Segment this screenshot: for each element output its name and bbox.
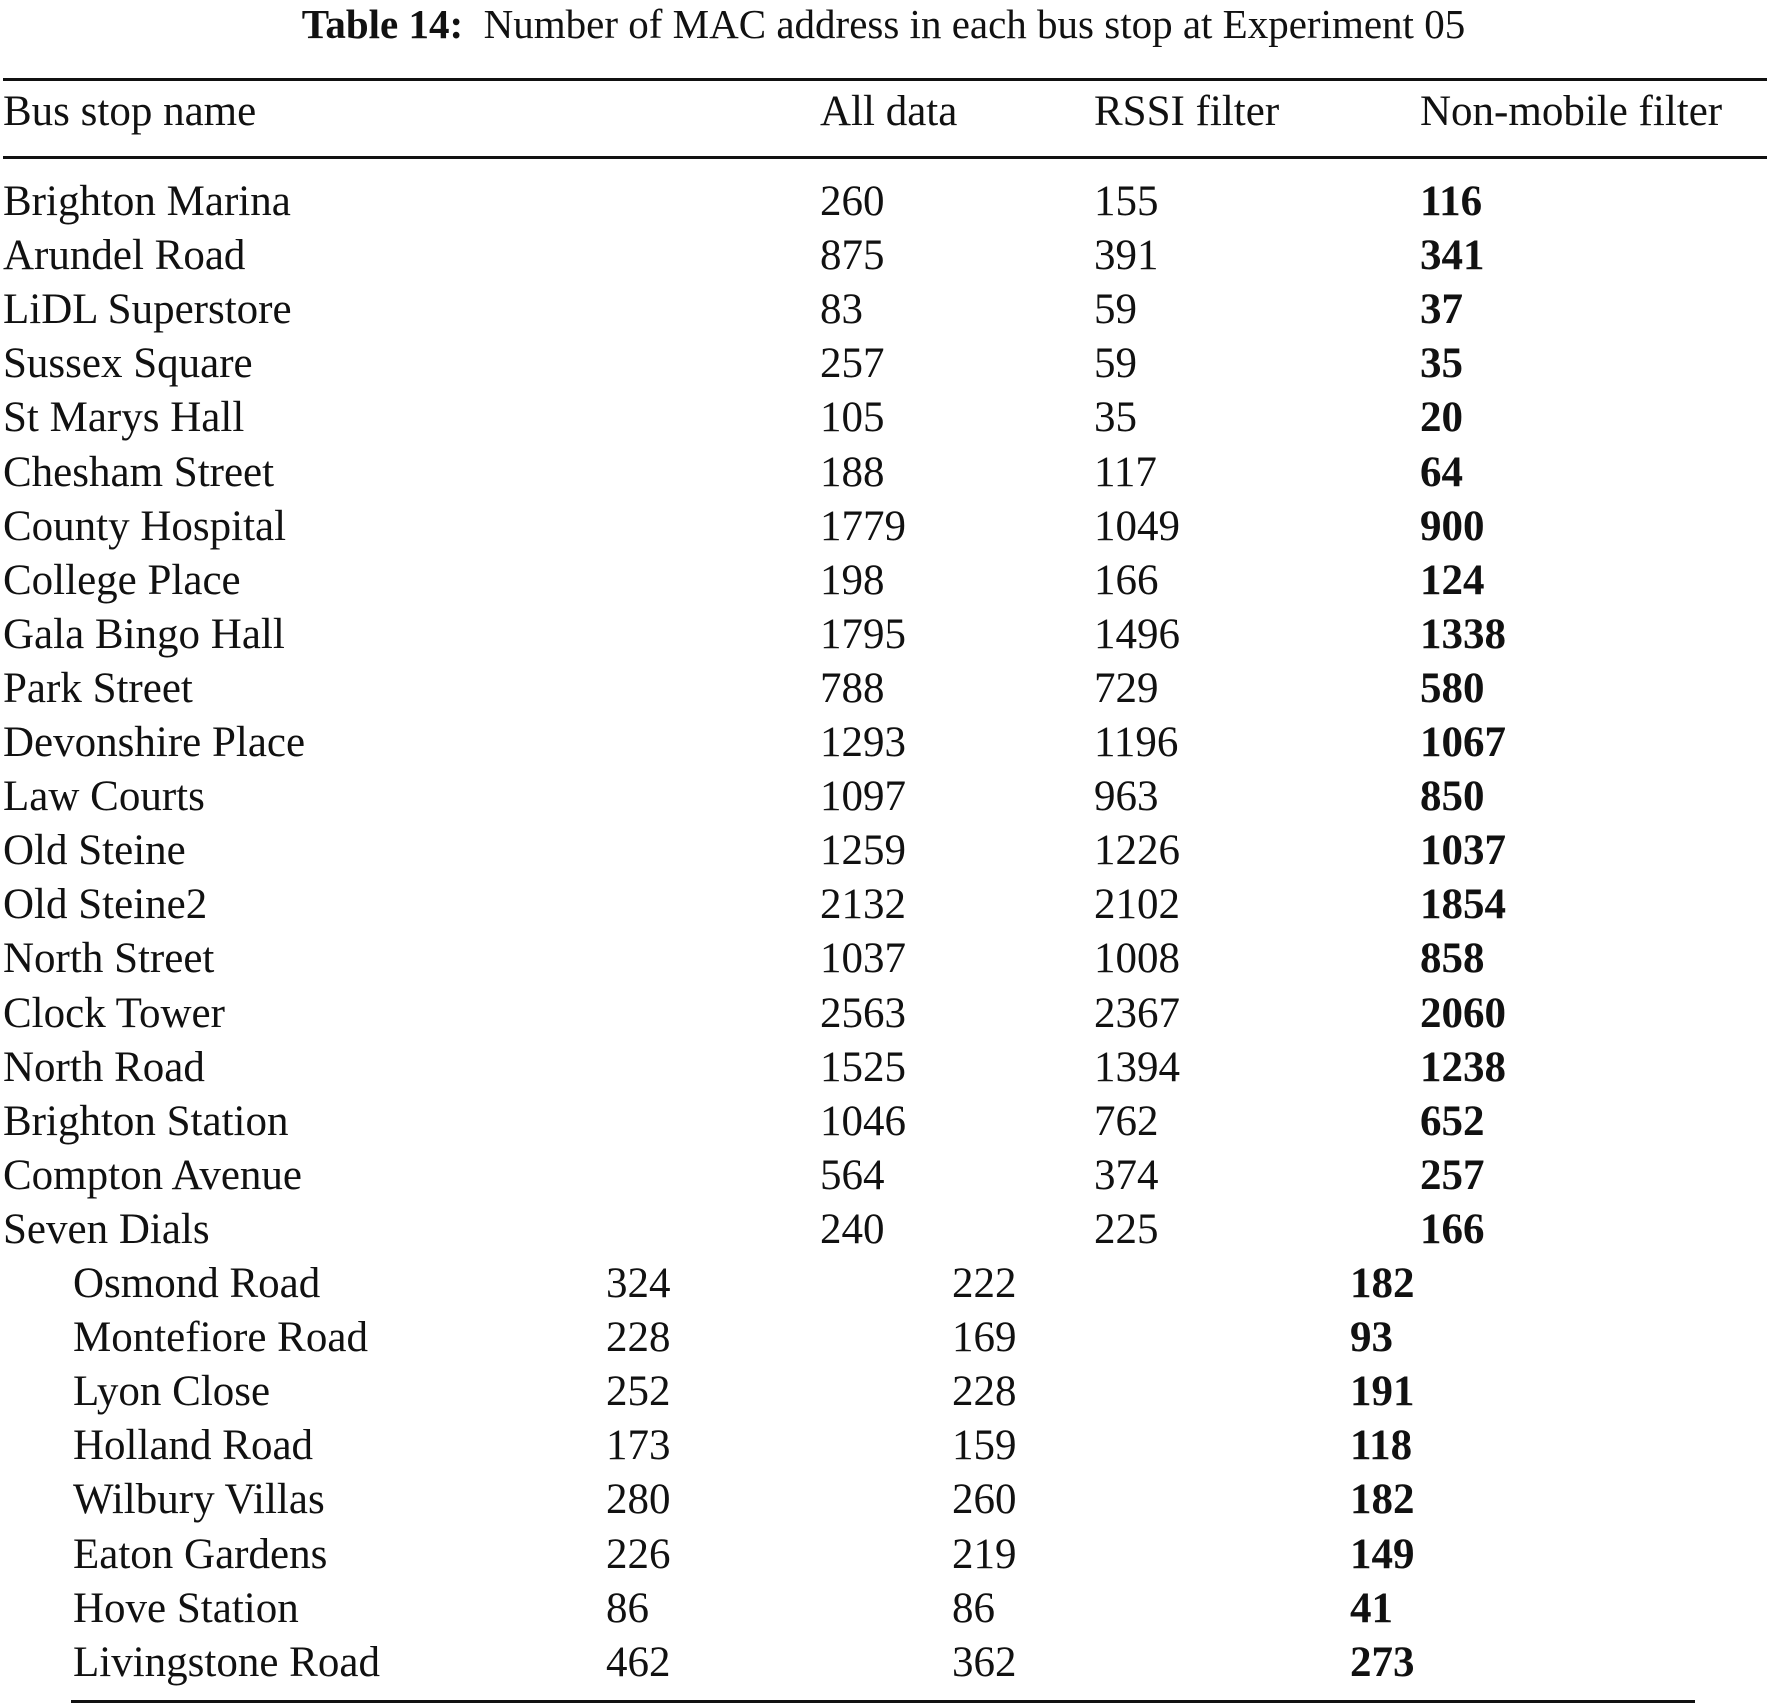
header-non-mobile-filter: Non-mobile filter <box>1420 88 1723 135</box>
cell-rssi-filter: 35 <box>1094 394 1137 442</box>
cell-stop-name: Lyon Close <box>73 1368 271 1416</box>
cell-non-mobile-filter: 20 <box>1420 394 1463 442</box>
cell-stop-name: County Hospital <box>3 502 287 550</box>
cell-non-mobile-filter: 124 <box>1420 556 1485 604</box>
cell-stop-name: Old Steine <box>3 827 186 875</box>
cell-non-mobile-filter: 1338 <box>1420 610 1506 658</box>
cell-stop-name: Sussex Square <box>3 340 253 388</box>
cell-all-data: 1097 <box>820 773 906 821</box>
cell-non-mobile-filter: 166 <box>1420 1205 1485 1253</box>
cell-stop-name: North Road <box>3 1043 205 1091</box>
cell-all-data: 1037 <box>820 935 906 983</box>
cell-non-mobile-filter: 1854 <box>1420 881 1506 929</box>
cell-stop-name: College Place <box>3 556 241 604</box>
cell-non-mobile-filter: 858 <box>1420 935 1485 983</box>
cell-rssi-filter: 228 <box>952 1368 1017 1416</box>
cell-stop-name: Law Courts <box>3 773 205 821</box>
cell-all-data: 280 <box>606 1476 671 1524</box>
header-all-data: All data <box>820 88 958 135</box>
cell-rssi-filter: 1008 <box>1094 935 1180 983</box>
header-bus-stop-name: Bus stop name <box>3 88 257 135</box>
cell-non-mobile-filter: 182 <box>1350 1476 1415 1524</box>
cell-rssi-filter: 1496 <box>1094 610 1180 658</box>
cell-rssi-filter: 219 <box>952 1530 1017 1578</box>
cell-all-data: 228 <box>606 1314 671 1362</box>
cell-all-data: 1795 <box>820 610 906 658</box>
cell-rssi-filter: 169 <box>952 1314 1017 1362</box>
cell-non-mobile-filter: 652 <box>1420 1097 1485 1145</box>
cell-rssi-filter: 59 <box>1094 286 1137 334</box>
cell-rssi-filter: 1049 <box>1094 502 1180 550</box>
cell-all-data: 1046 <box>820 1097 906 1145</box>
cell-rssi-filter: 86 <box>952 1584 995 1632</box>
cell-stop-name: Eaton Gardens <box>73 1530 328 1578</box>
cell-rssi-filter: 2367 <box>1094 989 1180 1037</box>
cell-stop-name: Clock Tower <box>3 989 225 1037</box>
cell-stop-name: Montefiore Road <box>73 1314 368 1362</box>
cell-all-data: 875 <box>820 232 885 280</box>
cell-non-mobile-filter: 257 <box>1420 1151 1485 1199</box>
cell-rssi-filter: 1196 <box>1094 719 1179 766</box>
cell-rssi-filter: 963 <box>1094 773 1159 821</box>
cell-all-data: 240 <box>820 1205 885 1253</box>
cell-rssi-filter: 729 <box>1094 664 1159 712</box>
cell-stop-name: Devonshire Place <box>3 719 306 766</box>
cell-all-data: 252 <box>606 1368 671 1416</box>
cell-stop-name: North Street <box>3 935 215 983</box>
cell-rssi-filter: 117 <box>1094 448 1157 496</box>
cell-rssi-filter: 225 <box>1094 1205 1159 1253</box>
cell-stop-name: Gala Bingo Hall <box>3 610 285 658</box>
cell-non-mobile-filter: 182 <box>1350 1260 1415 1307</box>
table-caption <box>0 1 1767 47</box>
cell-non-mobile-filter: 341 <box>1420 232 1485 280</box>
cell-stop-name: Osmond Road <box>73 1260 321 1307</box>
cell-all-data: 188 <box>820 448 885 496</box>
cell-all-data: 260 <box>820 178 885 225</box>
cell-all-data: 1259 <box>820 827 906 875</box>
cell-rssi-filter: 391 <box>1094 232 1159 280</box>
cell-stop-name: Hove Station <box>73 1584 299 1632</box>
cell-rssi-filter: 159 <box>952 1422 1017 1470</box>
cell-rssi-filter: 166 <box>1094 556 1159 604</box>
bottom-rule <box>71 1700 1695 1703</box>
table-caption-text: Number of MAC address in each bus stop at Experiment 05 <box>483 1 1466 47</box>
cell-non-mobile-filter: 1037 <box>1420 827 1506 875</box>
cell-stop-name: Holland Road <box>73 1422 314 1470</box>
cell-all-data: 324 <box>606 1260 671 1307</box>
cell-rssi-filter: 155 <box>1094 178 1159 225</box>
cell-non-mobile-filter: 580 <box>1420 664 1485 712</box>
cell-all-data: 83 <box>820 286 863 334</box>
cell-non-mobile-filter: 2060 <box>1420 989 1506 1037</box>
cell-non-mobile-filter: 1067 <box>1420 719 1506 766</box>
cell-stop-name: Arundel Road <box>3 232 246 280</box>
cell-non-mobile-filter: 116 <box>1420 178 1483 225</box>
cell-stop-name: Wilbury Villas <box>73 1476 325 1524</box>
cell-non-mobile-filter: 850 <box>1420 773 1485 821</box>
cell-rssi-filter: 59 <box>1094 340 1137 388</box>
cell-rssi-filter: 222 <box>952 1260 1017 1307</box>
cell-non-mobile-filter: 118 <box>1350 1422 1413 1470</box>
cell-rssi-filter: 762 <box>1094 1097 1159 1145</box>
cell-all-data: 257 <box>820 340 885 388</box>
cell-rssi-filter: 1226 <box>1094 827 1180 875</box>
cell-all-data: 1779 <box>820 502 906 550</box>
cell-stop-name: St Marys Hall <box>3 394 245 442</box>
cell-non-mobile-filter: 273 <box>1350 1638 1415 1686</box>
cell-all-data: 86 <box>606 1584 649 1632</box>
cell-non-mobile-filter: 149 <box>1350 1530 1415 1578</box>
cell-non-mobile-filter: 93 <box>1350 1314 1393 1362</box>
cell-all-data: 2563 <box>820 989 906 1037</box>
cell-non-mobile-filter: 41 <box>1350 1584 1393 1632</box>
cell-stop-name: Seven Dials <box>3 1205 210 1253</box>
cell-rssi-filter: 374 <box>1094 1151 1159 1199</box>
cell-rssi-filter: 362 <box>952 1638 1017 1686</box>
cell-all-data: 1293 <box>820 719 906 766</box>
cell-stop-name: Livingstone Road <box>73 1638 380 1686</box>
cell-all-data: 788 <box>820 664 885 712</box>
cell-rssi-filter: 2102 <box>1094 881 1180 929</box>
cell-non-mobile-filter: 37 <box>1420 286 1463 334</box>
table-caption-label: Table 14: <box>301 1 464 47</box>
cell-stop-name: Compton Avenue <box>3 1151 302 1199</box>
cell-all-data: 173 <box>606 1422 671 1470</box>
cell-stop-name: Chesham Street <box>3 448 275 496</box>
cell-rssi-filter: 260 <box>952 1476 1017 1524</box>
cell-all-data: 1525 <box>820 1043 906 1091</box>
cell-stop-name: Brighton Station <box>3 1097 289 1145</box>
cell-non-mobile-filter: 900 <box>1420 502 1485 550</box>
cell-all-data: 462 <box>606 1638 671 1686</box>
cell-stop-name: Brighton Marina <box>3 178 291 225</box>
cell-all-data: 226 <box>606 1530 671 1578</box>
top-rule <box>3 78 1767 81</box>
cell-non-mobile-filter: 191 <box>1350 1368 1415 1416</box>
cell-stop-name: Old Steine2 <box>3 881 208 929</box>
cell-rssi-filter: 1394 <box>1094 1043 1180 1091</box>
cell-all-data: 198 <box>820 556 885 604</box>
cell-stop-name: Park Street <box>3 664 193 712</box>
cell-all-data: 564 <box>820 1151 885 1199</box>
cell-all-data: 105 <box>820 394 885 442</box>
cell-all-data: 2132 <box>820 881 906 929</box>
cell-non-mobile-filter: 35 <box>1420 340 1463 388</box>
cell-non-mobile-filter: 1238 <box>1420 1043 1506 1091</box>
cell-non-mobile-filter: 64 <box>1420 448 1463 496</box>
cell-stop-name: LiDL Superstore <box>3 286 292 334</box>
header-rssi-filter: RSSI filter <box>1094 88 1280 135</box>
header-rule <box>3 156 1767 159</box>
